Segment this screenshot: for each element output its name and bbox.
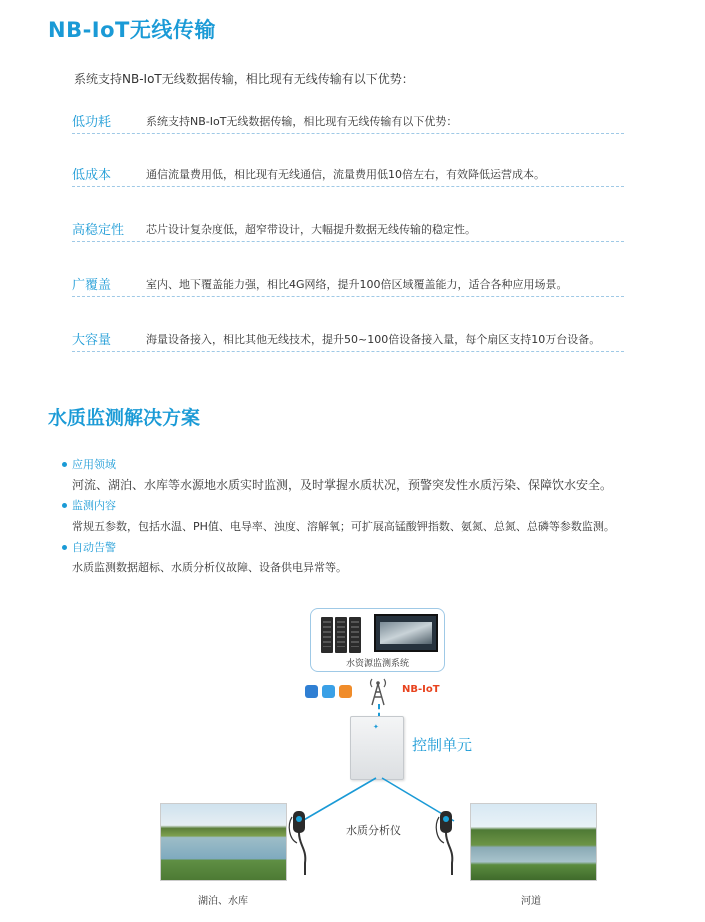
- bullet-heading-application: [62, 456, 116, 472]
- bullet-text-application: 河流、湖泊、水库等水源地水质实时监测，及时掌握水质状况，预警突发性水质污染、保障饮水安全。: [72, 478, 613, 492]
- bullet-heading-text: 监测内容: [72, 499, 116, 512]
- system-label: 水资源监测系统: [345, 659, 409, 669]
- feature-row-wide-coverage: [72, 274, 624, 297]
- feature-row-low-cost: [72, 164, 624, 187]
- site-label-river: 河道: [521, 896, 541, 907]
- bullet-text-monitoring: 常规五参数，包括水温、PH值、电导率、浊度、溶解氧；可扩展高锰酸钾指数、氨氮、总氮、总磷等参数监测。: [72, 520, 615, 533]
- feature-text: 海量设备接入，相比其他无线技术，提升50~100倍设备接入量，每个扇区支持10万台设备。: [146, 333, 601, 346]
- monitor-screen-icon: [374, 614, 438, 652]
- water-analyzer-probe-icon: [434, 805, 460, 877]
- bullet-dot-icon: [62, 462, 67, 467]
- bullet-heading-text: 应用领域: [72, 458, 116, 471]
- bullet-heading-alarm: [62, 539, 116, 555]
- control-unit-cabinet: [350, 716, 404, 780]
- nbiot-label: NB-IoT: [402, 684, 440, 695]
- feature-key: 大容量: [72, 333, 112, 348]
- lake-reservoir-photo: [160, 803, 287, 881]
- feature-key: 高稳定性: [72, 223, 125, 238]
- bullet-heading-text: 自动告警: [72, 541, 116, 554]
- river-photo: [470, 803, 597, 881]
- antenna-icon: [366, 676, 390, 706]
- feature-row-high-stability: [72, 219, 624, 242]
- control-unit-label: 控制单元: [412, 736, 473, 754]
- section-title-water-quality: 水质监测解决方案: [48, 407, 201, 429]
- feature-text: 系统支持NB-IoT无线数据传输，相比现有无线传输有以下优势：: [146, 115, 458, 128]
- feature-key: 广覆盖: [72, 278, 112, 293]
- bullet-text-alarm: 水质监测数据超标、水质分析仪故障、设备供电异常等。: [72, 561, 347, 574]
- feature-text: 芯片设计复杂度低，超窄带设计，大幅提升数据无线传输的稳定性。: [146, 223, 476, 236]
- section-title-nbiot: NB-IoT无线传输: [48, 18, 216, 42]
- feature-text: 通信流量费用低，相比现有无线通信，流量费用低10倍左右，有效降低运营成本。: [146, 168, 545, 181]
- server-rack-icon: [349, 617, 361, 653]
- cabinet-logo-icon: ✦: [373, 723, 379, 731]
- server-rack-icon: [321, 617, 333, 653]
- app-icon-telecom: [322, 685, 335, 698]
- feature-row-large-capacity: [72, 329, 624, 352]
- feature-row-low-power: [72, 111, 624, 134]
- analyzer-label: 水质分析仪: [346, 824, 401, 837]
- monitoring-system-box: [310, 608, 445, 672]
- bullet-dot-icon: [62, 545, 67, 550]
- server-rack-icon: [335, 617, 347, 653]
- feature-key: 低成本: [72, 168, 112, 183]
- bullet-heading-monitoring: [62, 497, 116, 513]
- feature-key: 低功耗: [72, 115, 112, 130]
- water-analyzer-probe-icon: [287, 805, 313, 877]
- app-icon-orange: [339, 685, 352, 698]
- app-icon-blue: [305, 685, 318, 698]
- site-label-lake: 湖泊、水库: [198, 896, 248, 907]
- bullet-dot-icon: [62, 503, 67, 508]
- intro-text: 系统支持NB-IoT无线数据传输，相比现有无线传输有以下优势：: [74, 72, 414, 86]
- feature-text: 室内、地下覆盖能力强，相比4G网络，提升100倍区域覆盖能力，适合各种应用场景。: [146, 278, 568, 291]
